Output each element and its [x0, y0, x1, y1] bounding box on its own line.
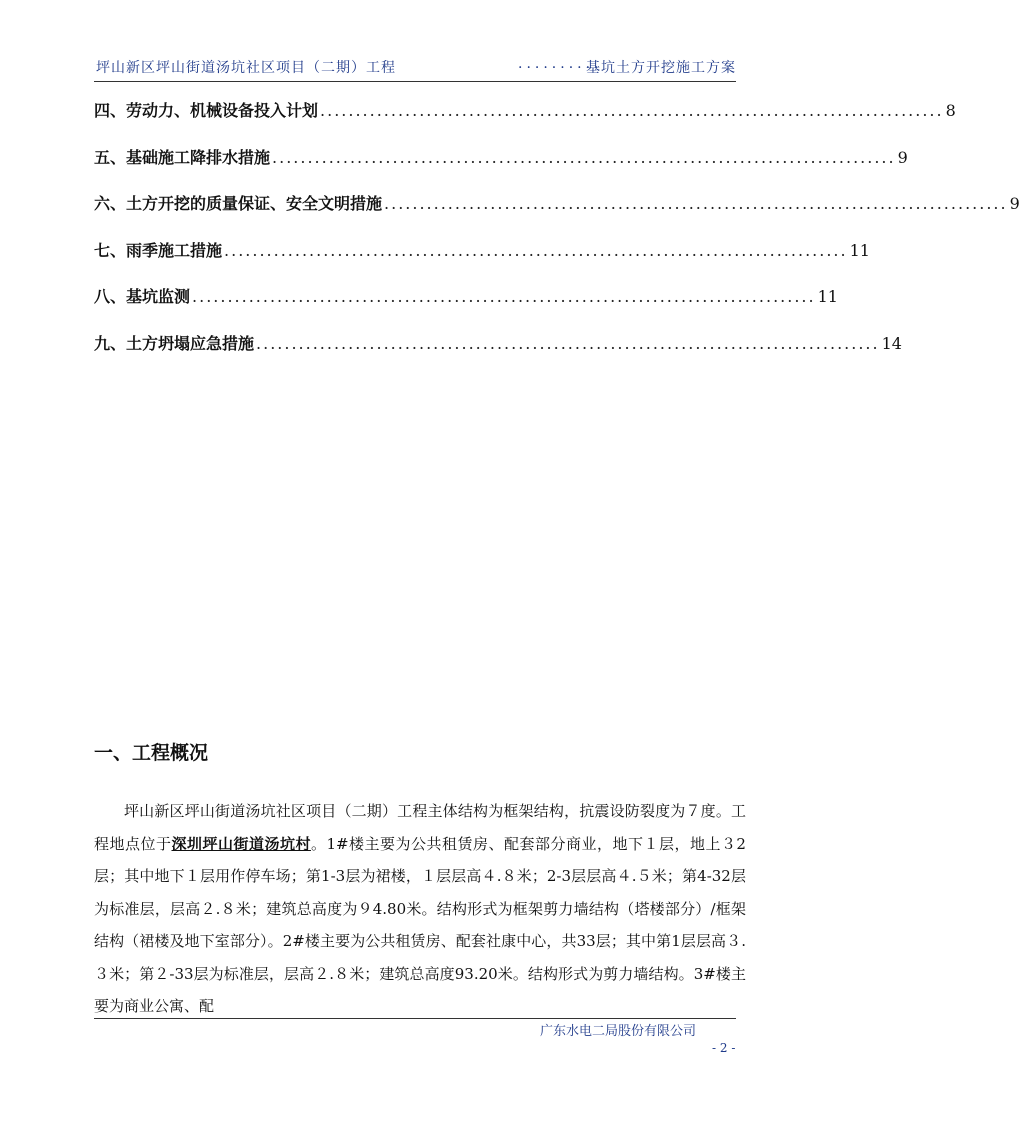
- toc-entry[interactable]: [94, 284, 838, 331]
- toc-entry-page: 11: [817, 287, 838, 307]
- toc-dot-leader: ........................................................................................: [192, 287, 816, 307]
- toc-entry-label: 八、基坑监测: [94, 287, 191, 307]
- header-project-title: 坪山新区坪山街道汤坑社区项目（二期）工程: [96, 60, 396, 76]
- toc-entry-page: 9: [1009, 194, 1020, 214]
- paragraph-text-start: 坪山新区坪山街道汤坑社区项目（二期）工程主体结构为框架结构，抗震设防裂度为７度。工程地点位于: [94, 802, 746, 853]
- toc-entry-label: 四、劳动力、机械设备投入计划: [94, 101, 319, 120]
- project-overview-body: [94, 795, 746, 1023]
- toc-entry-label: 六、土方开挖的质量保证、安全文明措施: [94, 194, 383, 214]
- section-heading: 一、工程概况: [94, 742, 209, 764]
- toc-entry[interactable]: [94, 191, 1020, 238]
- toc-dot-leader: ........................................................................................: [224, 240, 848, 260]
- toc-dot-leader: ........................................................................................: [256, 333, 880, 353]
- toc-entry[interactable]: [94, 238, 870, 285]
- table-of-contents: [94, 98, 1020, 378]
- toc-entry-page: 11: [849, 240, 870, 260]
- footer-divider: [94, 1018, 736, 1019]
- toc-entry-page: 8: [945, 101, 956, 120]
- toc-dot-leader: ........................................................................................: [272, 147, 896, 167]
- toc-entry-label: 九、土方坍塌应急措施: [94, 333, 255, 353]
- toc-entry-page: 14: [881, 333, 902, 353]
- page-number: - 2 -: [712, 1041, 736, 1055]
- toc-entry-label: 五、基础施工降排水措施: [94, 147, 271, 167]
- footer-company-name: 广东水电二局股份有限公司: [540, 1024, 697, 1039]
- project-location: 深圳坪山街道汤坑村: [171, 834, 311, 853]
- toc-entry-label: 七、雨季施工措施: [94, 240, 223, 260]
- header-document-title: 基坑土方开挖施工方案: [586, 60, 736, 76]
- toc-dot-leader: ........................................................................................: [384, 194, 1008, 214]
- toc-dot-leader: ........................................................................................: [320, 101, 944, 120]
- paragraph-text-end: 。1#楼主要为公共租赁房、配套部分商业，地下１层，地上３2层；其中地下１层用作停车场；第1-3层为裙楼，１层层高４.８米；2-3层层高４.５米；第4-32层为标准层，层高２.８米；建筑总高度为９4.80米。结构形式为框架剪力墙结构（塔楼部分）/框架结构（裙楼及地下室部分）。2#楼主要为公共租赁房、配套社康中心，共33层；其中第1层层高３.３米；第２-33层为标准层，层高２.８米；建筑总高度93.20米。结构形式为剪力墙结构。3#楼主要为商业公寓、配: [94, 834, 746, 1015]
- toc-entry[interactable]: [94, 331, 902, 378]
- header-dot-leader: ··········: [518, 60, 603, 76]
- page-header: [94, 57, 736, 82]
- toc-entry[interactable]: [94, 98, 956, 145]
- toc-entry-page: 9: [897, 147, 908, 167]
- overview-paragraph: [94, 795, 746, 1023]
- toc-entry[interactable]: [94, 145, 908, 192]
